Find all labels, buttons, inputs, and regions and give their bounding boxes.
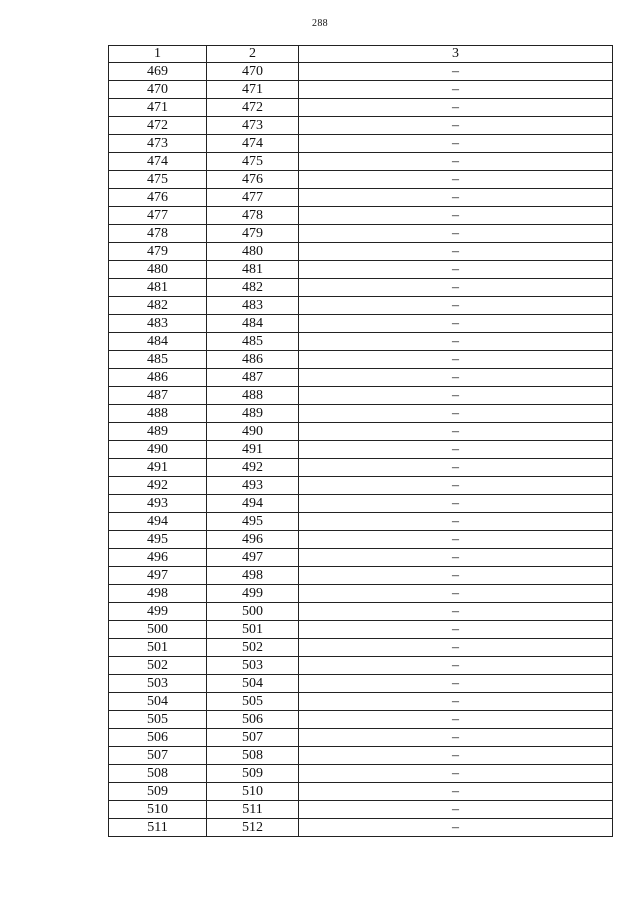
col-2-cell: 487 xyxy=(207,369,299,387)
table-row xyxy=(109,243,613,261)
col-3-cell: – xyxy=(299,567,613,585)
col-2-cell: 497 xyxy=(207,549,299,567)
col-2-cell: 495 xyxy=(207,513,299,531)
col-3-cell: – xyxy=(299,549,613,567)
table-row xyxy=(109,819,613,837)
col-2-cell: 476 xyxy=(207,171,299,189)
col-1-cell: 509 xyxy=(109,783,207,801)
col-3-cell: – xyxy=(299,621,613,639)
col-2-cell: 509 xyxy=(207,765,299,783)
col-2-cell: 492 xyxy=(207,459,299,477)
col-2-cell: 503 xyxy=(207,657,299,675)
col-2-cell: 504 xyxy=(207,675,299,693)
table-row xyxy=(109,171,613,189)
table-row xyxy=(109,63,613,81)
col-3-cell: – xyxy=(299,279,613,297)
col-1-cell: 485 xyxy=(109,351,207,369)
col-2-cell: 473 xyxy=(207,117,299,135)
col-2-cell: 501 xyxy=(207,621,299,639)
col-3-cell: – xyxy=(299,693,613,711)
col-3-cell: – xyxy=(299,765,613,783)
col-1-cell: 483 xyxy=(109,315,207,333)
col-2-cell: 511 xyxy=(207,801,299,819)
col-1-cell: 494 xyxy=(109,513,207,531)
table-row xyxy=(109,261,613,279)
table-row xyxy=(109,387,613,405)
table-row xyxy=(109,279,613,297)
col-1-cell: 486 xyxy=(109,369,207,387)
col-2-cell: 474 xyxy=(207,135,299,153)
col-2-cell: 505 xyxy=(207,693,299,711)
col-3-cell: – xyxy=(299,171,613,189)
col-3-cell: – xyxy=(299,351,613,369)
col-1-cell: 478 xyxy=(109,225,207,243)
col-1-cell: 510 xyxy=(109,801,207,819)
header-row xyxy=(109,46,613,63)
col-1-cell: 476 xyxy=(109,189,207,207)
table-row xyxy=(109,603,613,621)
table-row xyxy=(109,117,613,135)
page-number: 288 xyxy=(312,18,328,29)
col-1-cell: 502 xyxy=(109,657,207,675)
col-3-cell: – xyxy=(299,189,613,207)
col-2-cell: 508 xyxy=(207,747,299,765)
col-3-cell: – xyxy=(299,639,613,657)
col-1-cell: 506 xyxy=(109,729,207,747)
col-3-cell: – xyxy=(299,657,613,675)
column-header-1: 1 xyxy=(109,46,207,63)
col-2-cell: 479 xyxy=(207,225,299,243)
table-row xyxy=(109,531,613,549)
col-3-cell: – xyxy=(299,801,613,819)
col-1-cell: 500 xyxy=(109,621,207,639)
col-3-cell: – xyxy=(299,675,613,693)
col-2-cell: 512 xyxy=(207,819,299,837)
column-header-3: 3 xyxy=(299,46,613,63)
col-2-cell: 471 xyxy=(207,81,299,99)
col-2-cell: 498 xyxy=(207,567,299,585)
col-3-cell: – xyxy=(299,63,613,81)
col-1-cell: 474 xyxy=(109,153,207,171)
col-1-cell: 491 xyxy=(109,459,207,477)
col-3-cell: – xyxy=(299,261,613,279)
col-2-cell: 485 xyxy=(207,333,299,351)
table-row xyxy=(109,747,613,765)
col-1-cell: 505 xyxy=(109,711,207,729)
table-row xyxy=(109,459,613,477)
col-3-cell: – xyxy=(299,99,613,117)
col-2-cell: 477 xyxy=(207,189,299,207)
col-2-cell: 472 xyxy=(207,99,299,117)
col-2-cell: 489 xyxy=(207,405,299,423)
col-2-cell: 470 xyxy=(207,63,299,81)
col-2-cell: 500 xyxy=(207,603,299,621)
table-row xyxy=(109,639,613,657)
col-2-cell: 499 xyxy=(207,585,299,603)
table-header xyxy=(109,46,613,63)
col-3-cell: – xyxy=(299,513,613,531)
col-1-cell: 480 xyxy=(109,261,207,279)
table-row xyxy=(109,297,613,315)
col-1-cell: 471 xyxy=(109,99,207,117)
table-row xyxy=(109,765,613,783)
col-1-cell: 492 xyxy=(109,477,207,495)
table-row xyxy=(109,153,613,171)
col-3-cell: – xyxy=(299,369,613,387)
table-row xyxy=(109,333,613,351)
col-2-cell: 486 xyxy=(207,351,299,369)
col-3-cell: – xyxy=(299,297,613,315)
table-row xyxy=(109,351,613,369)
col-1-cell: 499 xyxy=(109,603,207,621)
data-table xyxy=(108,45,613,837)
table-body xyxy=(109,63,613,837)
col-3-cell: – xyxy=(299,477,613,495)
col-2-cell: 510 xyxy=(207,783,299,801)
col-2-cell: 481 xyxy=(207,261,299,279)
col-1-cell: 495 xyxy=(109,531,207,549)
col-1-cell: 496 xyxy=(109,549,207,567)
table-row xyxy=(109,99,613,117)
col-2-cell: 483 xyxy=(207,297,299,315)
col-1-cell: 470 xyxy=(109,81,207,99)
table-row xyxy=(109,477,613,495)
col-1-cell: 498 xyxy=(109,585,207,603)
col-2-cell: 507 xyxy=(207,729,299,747)
col-1-cell: 490 xyxy=(109,441,207,459)
col-3-cell: – xyxy=(299,783,613,801)
col-1-cell: 469 xyxy=(109,63,207,81)
table-row xyxy=(109,783,613,801)
col-2-cell: 491 xyxy=(207,441,299,459)
col-1-cell: 497 xyxy=(109,567,207,585)
col-1-cell: 487 xyxy=(109,387,207,405)
table-row xyxy=(109,549,613,567)
column-header-2: 2 xyxy=(207,46,299,63)
col-3-cell: – xyxy=(299,117,613,135)
col-2-cell: 488 xyxy=(207,387,299,405)
table-row xyxy=(109,675,613,693)
col-3-cell: – xyxy=(299,153,613,171)
table-row xyxy=(109,711,613,729)
col-3-cell: – xyxy=(299,603,613,621)
col-1-cell: 501 xyxy=(109,639,207,657)
col-2-cell: 480 xyxy=(207,243,299,261)
col-3-cell: – xyxy=(299,747,613,765)
table-row xyxy=(109,135,613,153)
table-row xyxy=(109,585,613,603)
col-1-cell: 507 xyxy=(109,747,207,765)
col-1-cell: 472 xyxy=(109,117,207,135)
col-3-cell: – xyxy=(299,531,613,549)
col-3-cell: – xyxy=(299,423,613,441)
col-2-cell: 506 xyxy=(207,711,299,729)
col-1-cell: 482 xyxy=(109,297,207,315)
col-1-cell: 488 xyxy=(109,405,207,423)
col-2-cell: 490 xyxy=(207,423,299,441)
col-3-cell: – xyxy=(299,459,613,477)
col-1-cell: 481 xyxy=(109,279,207,297)
col-1-cell: 493 xyxy=(109,495,207,513)
table-row xyxy=(109,729,613,747)
col-2-cell: 482 xyxy=(207,279,299,297)
col-3-cell: – xyxy=(299,225,613,243)
table-row xyxy=(109,225,613,243)
table-row xyxy=(109,567,613,585)
col-1-cell: 504 xyxy=(109,693,207,711)
col-3-cell: – xyxy=(299,441,613,459)
col-2-cell: 475 xyxy=(207,153,299,171)
col-3-cell: – xyxy=(299,405,613,423)
col-1-cell: 508 xyxy=(109,765,207,783)
table-row xyxy=(109,315,613,333)
col-1-cell: 477 xyxy=(109,207,207,225)
col-3-cell: – xyxy=(299,135,613,153)
table-row xyxy=(109,693,613,711)
col-1-cell: 479 xyxy=(109,243,207,261)
table-row xyxy=(109,513,613,531)
table-row xyxy=(109,621,613,639)
table-row xyxy=(109,657,613,675)
table-row xyxy=(109,801,613,819)
col-1-cell: 484 xyxy=(109,333,207,351)
table-row xyxy=(109,189,613,207)
col-1-cell: 489 xyxy=(109,423,207,441)
col-1-cell: 473 xyxy=(109,135,207,153)
col-3-cell: – xyxy=(299,243,613,261)
col-2-cell: 493 xyxy=(207,477,299,495)
col-3-cell: – xyxy=(299,315,613,333)
col-2-cell: 496 xyxy=(207,531,299,549)
col-3-cell: – xyxy=(299,819,613,837)
col-1-cell: 475 xyxy=(109,171,207,189)
col-3-cell: – xyxy=(299,729,613,747)
col-2-cell: 478 xyxy=(207,207,299,225)
col-2-cell: 484 xyxy=(207,315,299,333)
col-2-cell: 502 xyxy=(207,639,299,657)
col-3-cell: – xyxy=(299,495,613,513)
table-row xyxy=(109,369,613,387)
col-2-cell: 494 xyxy=(207,495,299,513)
table-row xyxy=(109,423,613,441)
col-3-cell: – xyxy=(299,387,613,405)
col-3-cell: – xyxy=(299,711,613,729)
table-row xyxy=(109,441,613,459)
table-row xyxy=(109,81,613,99)
col-1-cell: 503 xyxy=(109,675,207,693)
col-3-cell: – xyxy=(299,333,613,351)
col-3-cell: – xyxy=(299,207,613,225)
table-row xyxy=(109,207,613,225)
table-row xyxy=(109,405,613,423)
col-3-cell: – xyxy=(299,81,613,99)
table-row xyxy=(109,495,613,513)
col-1-cell: 511 xyxy=(109,819,207,837)
col-3-cell: – xyxy=(299,585,613,603)
